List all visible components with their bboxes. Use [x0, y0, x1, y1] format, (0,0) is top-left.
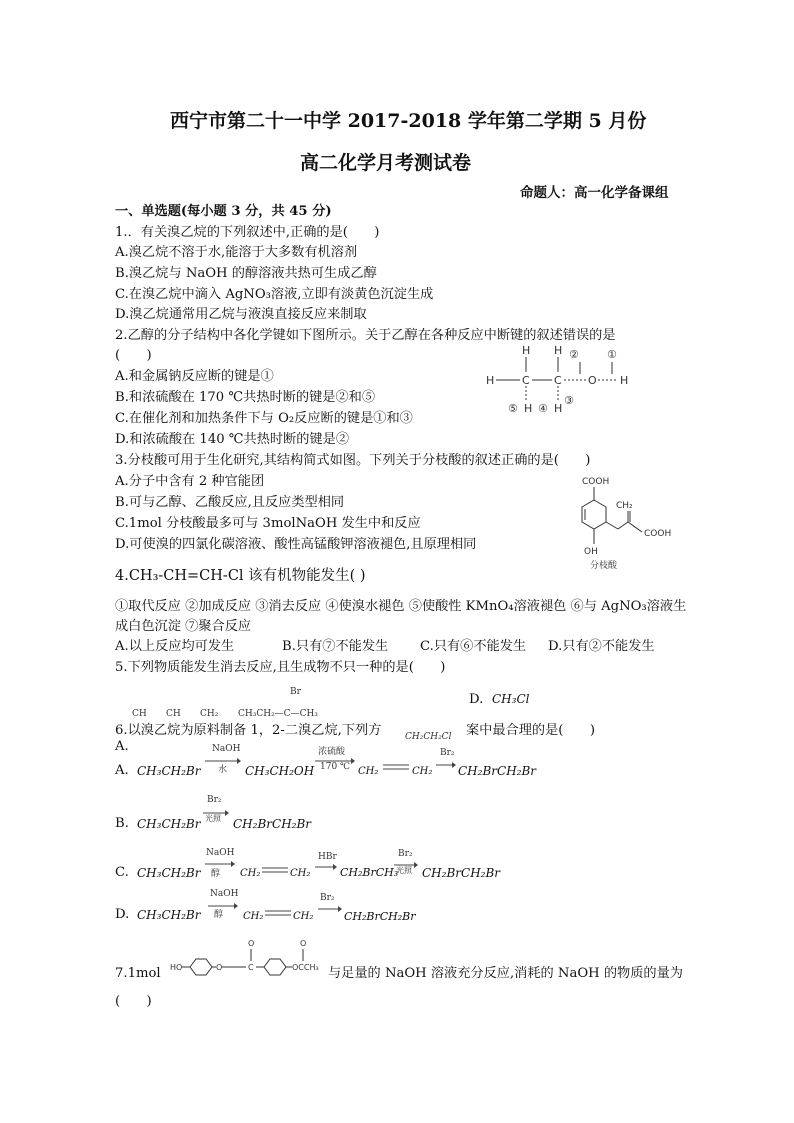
q6-a-c1: 水: [218, 765, 228, 775]
q2-paren: ( ): [115, 348, 152, 363]
fig-h-right: H: [620, 374, 629, 387]
q6-d-c1: 醇: [214, 910, 224, 920]
q2-option-b: B.和浓硫酸在 170 ℃共热时断的键是②和⑤: [115, 390, 376, 405]
q6-a-r1: NaOH: [212, 744, 241, 754]
q6-d-r2: Br₂: [320, 893, 335, 903]
fig-num-5: ⑤: [508, 402, 518, 415]
fig-cooh-top: COOH: [582, 477, 610, 487]
fig-caption: 分枝酸: [590, 561, 618, 570]
q6-a-s5: CH₂BrCH₂Br: [458, 764, 537, 778]
q7-fig-c1: C: [248, 963, 254, 972]
q6-b-c1: 光照: [205, 814, 221, 823]
q6-a-label: A.: [115, 763, 129, 778]
fig-h-top2: H: [554, 344, 563, 357]
q6-c-c3: 光照: [396, 866, 412, 875]
q6-c-s3: CH₂: [290, 868, 311, 879]
q3-option-d: D.可使溴的四氯化碳溶液、酸性高锰酸钾溶液褪色,且原理相同: [115, 537, 477, 552]
q7-fig-o1: O: [216, 963, 223, 972]
section-heading: 一、单选题(每小题 3 分，共 45 分): [115, 204, 332, 219]
fig-h-bottom2: H: [554, 402, 563, 415]
fig-h-left: H: [486, 374, 495, 387]
q5-fragment-a: A.: [115, 739, 129, 754]
q3-option-a: A.分子中含有 2 种官能团: [115, 474, 265, 489]
q2-option-a: A.和金属钠反应断的键是①: [115, 369, 274, 384]
q6-c-double-bond: [262, 866, 288, 874]
exam-subtitle: 高二化学月考测试卷: [300, 152, 472, 174]
fig-c1: C: [522, 374, 530, 387]
q5-fragment-br: Br: [290, 687, 301, 697]
q4-items: ①取代反应 ②加成反应 ③消去反应 ④使溴水褪色 ⑤使酸性 KMnO₄溶液褪色 ⑥与 AgNO₃溶液生: [115, 599, 687, 614]
q6-a-r3: Br₂: [440, 748, 455, 758]
fig-oh: OH: [584, 547, 598, 557]
q2-option-c: C.在催化剂和加热条件下与 O₂反应断的键是①和③: [115, 411, 413, 426]
q6-d-arrow2: [318, 906, 342, 912]
q7-suffix: 与足量的 NaOH 溶液充分反应,消耗的 NaOH 的物质的量为: [328, 966, 683, 981]
q4-option-c: C.只有⑥不能发生: [420, 639, 527, 654]
q5-fragment-ch1: CH: [132, 709, 147, 719]
fig-num-4: ④: [538, 402, 548, 415]
q2-stem: 2.乙醇的分子结构中各化学键如下图所示。关于乙醇在各种反应中断键的叙述错误的是: [115, 328, 616, 343]
q4-option-b: B.只有⑦不能发生: [282, 639, 389, 654]
q6-a-arrow3: [436, 762, 456, 768]
q6-c-s2: CH₂: [240, 868, 261, 879]
q5-fragment-ch3cl: CH₂CH₂Cl: [405, 732, 452, 742]
q6-c-r3: Br₂: [398, 849, 413, 859]
fig-h-top1: H: [522, 344, 531, 357]
fig-num-3: ③: [564, 394, 574, 407]
q1-option-a: A.溴乙烷不溶于水,能溶于大多数有机溶剂: [115, 245, 358, 260]
fig-ch2: CH₂: [616, 501, 633, 511]
fig-num-2: ②: [569, 348, 579, 361]
q6-c-r2: HBr: [318, 852, 337, 862]
q6-b-s1: CH₃CH₂Br: [137, 817, 201, 831]
q6-d-s1: CH₃CH₂Br: [137, 908, 201, 922]
q5-stem: 5.下列物质能发生消去反应,且生成物不只一种的是( ): [115, 660, 446, 675]
q2-option-d: D.和浓硫酸在 140 ℃共热时断的键是②: [115, 432, 350, 447]
q1-option-d: D.溴乙烷通常用乙烷与液溴直接反应来制取: [115, 307, 367, 322]
q7-fig-o2: O: [248, 939, 255, 948]
fig-h-bottom1: H: [524, 402, 533, 415]
q6-a-s2: CH₃CH₂OH: [245, 764, 315, 778]
q6-stem-left: 6.以溴乙烷为原料制备 1，2-二溴乙烷,下列方: [115, 723, 382, 738]
q4-stem: 4.CH₃-CH=CH-Cl 该有机物能发生( ): [115, 568, 366, 584]
q6-d-s4: CH₂BrCH₂Br: [344, 910, 416, 923]
q4-option-d: D.只有②不能发生: [548, 639, 655, 654]
q7-fig-o3: O: [300, 939, 307, 948]
q6-c-arrow2: [315, 864, 337, 870]
q6-a-r2: 浓硫酸: [318, 747, 346, 757]
q7-paren: ( ): [115, 994, 152, 1009]
chorismic-acid-figure: [566, 474, 678, 570]
q6-a-s4: CH₂: [412, 766, 433, 777]
q6-c-label: C.: [115, 865, 129, 880]
fig-c2: C: [554, 374, 562, 387]
q3-option-c: C.1mol 分枝酸最多可与 3molNaOH 发生中和反应: [115, 516, 421, 531]
q6-a-s3: CH₂: [358, 766, 379, 777]
ethanol-bond-figure: [480, 342, 640, 418]
q7-fig-ho: HO: [170, 963, 183, 972]
q5-fragment-ch3: CH₂: [200, 709, 219, 719]
q4-option-a: A.以上反应均可发生: [115, 639, 235, 654]
q1-stem: 1.．有关溴乙烷的下列叙述中,正确的是( ): [115, 225, 380, 240]
exam-title: 西宁市第二十一中学 2017-2018 学年第二学期 5 月份: [170, 110, 647, 132]
q6-b-s2: CH₂BrCH₂Br: [233, 817, 312, 831]
q5-option-d-formula: CH₃Cl: [492, 692, 530, 706]
author-line: 命题人：高一化学备课组: [520, 185, 669, 201]
q6-c-c1: 醇: [211, 869, 221, 879]
q3-stem: 3.分枝酸可用于生化研究,其结构简式如图。下列关于分枝酸的叙述正确的是( ): [115, 453, 591, 468]
q6-a-c2: 170 ℃: [320, 762, 351, 772]
q6-d-s3: CH₂: [293, 911, 314, 922]
q1-option-b: B.溴乙烷与 NaOH 的醇溶液共热可生成乙醇: [115, 266, 377, 281]
q3-option-b: B.可与乙醇、乙酸反应,且反应类型相同: [115, 495, 345, 510]
q6-c-s4: CH₂BrCH₃: [340, 866, 399, 879]
q6-d-s2: CH₂: [243, 911, 264, 922]
fig-num-1: ①: [607, 348, 617, 361]
q7-prefix: 7.1mol: [115, 966, 161, 981]
q6-c-s1: CH₃CH₂Br: [137, 866, 201, 880]
q6-c-r1: NaOH: [206, 848, 235, 858]
q7-fig-occh3: OCCH₃: [292, 963, 319, 972]
q4-items-cont: 成白色沉淀 ⑦聚合反应: [115, 619, 252, 634]
q6-a-double-bond: [383, 763, 409, 771]
q6-stem-right: 案中最合理的是( ): [466, 723, 595, 738]
q6-d-label: D.: [115, 907, 130, 922]
q6-d-r1: NaOH: [210, 889, 239, 899]
q1-option-c: C.在溴乙烷中滴入 AgNO₃溶液,立即有淡黄色沉淀生成: [115, 287, 434, 302]
q6-b-r1: Br₂: [207, 795, 222, 805]
q5-fragment-ch2: CH: [166, 709, 181, 719]
q6-a-s1: CH₃CH₂Br: [137, 764, 201, 778]
fig-o: O: [588, 374, 597, 387]
q7-structure-figure: [168, 936, 328, 982]
q6-c-s5: CH₂BrCH₂Br: [422, 866, 501, 880]
q5-option-d-label: D.: [469, 692, 484, 707]
q6-d-double-bond: [265, 909, 291, 917]
q6-b-label: B.: [115, 816, 129, 831]
fig-cooh-right: COOH: [644, 529, 672, 539]
q5-fragment-chain: CH₃CH₂—C—CH₃: [238, 709, 318, 719]
